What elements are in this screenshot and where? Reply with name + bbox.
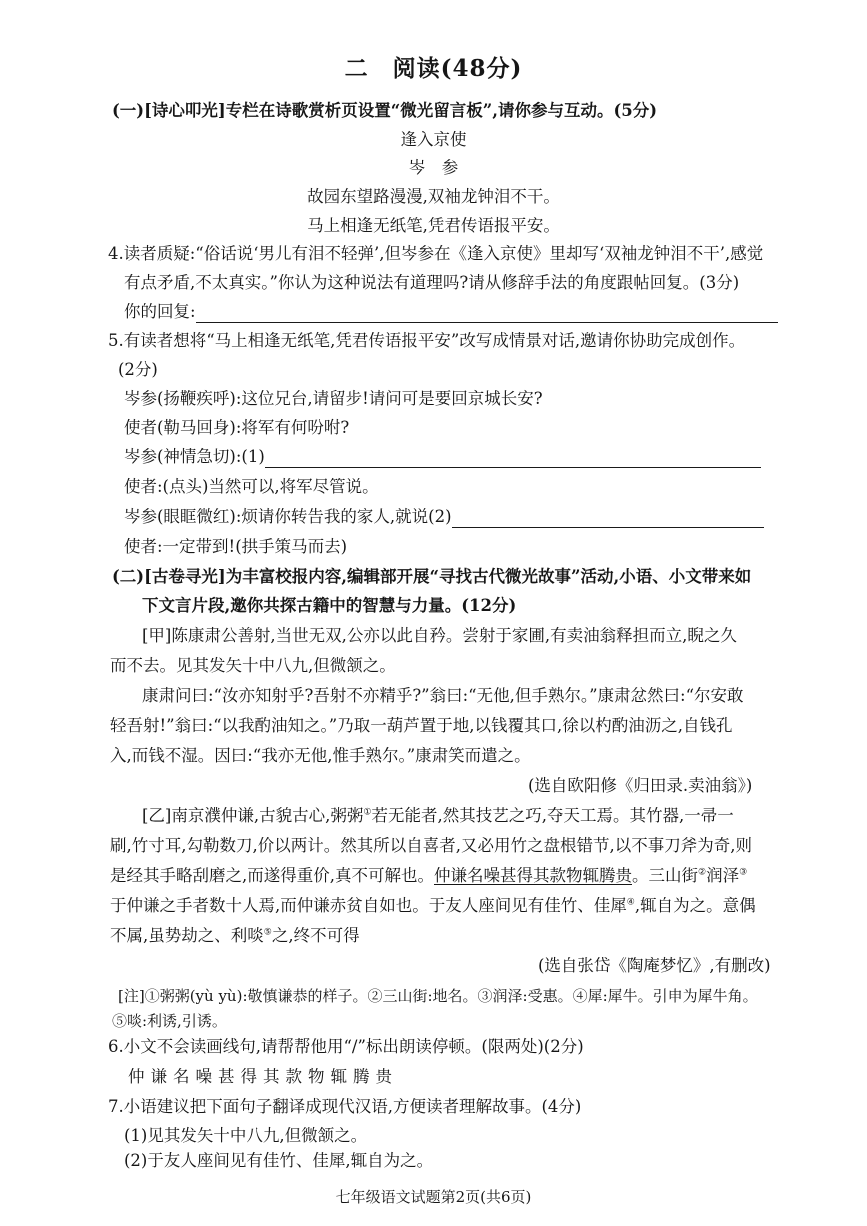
- underlined-sentence: 仲谦名噪甚得其款物辄腾贵: [434, 866, 632, 885]
- yi-line1-a: [乙]南京濮仲谦,古貌古心,粥粥: [142, 806, 364, 825]
- footnote-mark-5: ⑤: [263, 927, 272, 938]
- q4-reply-label: 你的回复:: [124, 302, 196, 321]
- q7-sentence-2: (2)于友人座间见有佳竹、佳犀,辄自为之。: [124, 1151, 434, 1170]
- yi-line4-a: 于仲谦之手者数十人焉,而仲谦赤贫自如也。于友人座间见有佳竹、佳犀: [110, 896, 627, 915]
- part1-intro: (一)[诗心叩光]专栏在诗歌赏析页设置“微光留言板”,请你参与互动。(5分): [112, 101, 658, 120]
- q4-line-2: 有点矛盾,不太真实。”你认为这种说法有道理吗?请从修辞手法的角度跟帖回复。(3分): [124, 273, 740, 292]
- poem-title: 逢入京使: [400, 130, 467, 149]
- page-footer: 七年级语文试题第2页(共6页): [335, 1188, 532, 1206]
- yi-line3-a: 是经其手略刮磨之,而遂得重价,真不可解也。: [110, 866, 434, 885]
- yi-line5-a: 不属,虽势劫之、利啖: [110, 926, 264, 945]
- yi-line3-b: 。三山街: [632, 866, 698, 885]
- footnote-mark-2: ②: [698, 867, 707, 878]
- yi-line2: 刷,竹寸耳,勾勒数刀,价以两计。然其所以自喜者,又必用竹之盘根错节,以不事刀斧为奇,则: [110, 836, 752, 855]
- dialogue-line-2: 使者(勒马回身):将军有何吩咐?: [124, 418, 350, 437]
- jia-source: (选自欧阳修《归田录.卖油翁》): [528, 776, 753, 795]
- yi-line3: [110, 865, 747, 887]
- q5-blank-2[interactable]: [452, 509, 764, 528]
- yi-line4: [110, 895, 756, 917]
- yi-line4-b: ,辄自为之。意偶: [634, 896, 756, 915]
- yi-line5-b: 之,终不可得: [271, 926, 360, 945]
- yi-line1-b: 若无能者,然其技艺之巧,夺天工焉。其竹器,一帚一: [371, 806, 734, 825]
- jia-para2-line3: 入,而钱不湿。因曰:“我亦无他,惟手熟尔。”康肃笑而遣之。: [110, 746, 531, 765]
- dialogue-line-3-text: 岑参(神情急切):(1): [124, 447, 265, 466]
- jia-para2-line1: 康肃问曰:“汝亦知射乎?吾射不亦精乎?”翁曰:“无他,但手熟尔。”康肃忿然曰:“尔安敢: [142, 686, 744, 705]
- yi-line1: [142, 805, 734, 827]
- poem-line-1: 故园东望路漫漫,双袖龙钟泪不干。: [307, 187, 560, 206]
- footnote-mark-1: ①: [363, 807, 372, 818]
- jia-para2-line2: 轻吾射!”翁曰:“以我酌油知之。”乃取一葫芦置于地,以钱覆其口,徐以杓酌油沥之,自钱孔: [110, 716, 733, 735]
- q4-line-1: 4.读者质疑:“俗话说‘男儿有泪不轻弹’,但岑参在《逢入京使》里却写‘双袖龙钟泪不干’,感觉: [108, 244, 764, 263]
- footnote-mark-4: ④: [626, 897, 635, 908]
- jia-para1-line1: [甲]陈康肃公善射,当世无双,公亦以此自矜。尝射于家圃,有卖油翁释担而立,睨之久: [142, 626, 737, 645]
- q7-sentence-1: (1)见其发矢十中八九,但微颔之。: [124, 1126, 368, 1145]
- jia-para1-line2: 而不去。见其发矢十中八九,但微颔之。: [110, 656, 396, 675]
- dialogue-line-1: 岑参(扬鞭疾呼):这位兄台,请留步!请问可是要回京城长安?: [124, 389, 543, 408]
- dialogue-line-4: 使者:(点头)当然可以,将军尽管说。: [124, 477, 379, 496]
- q5-blank-1[interactable]: [265, 449, 761, 468]
- yi-line3-c: 润泽: [706, 866, 740, 885]
- dialogue-line-5: [124, 506, 764, 528]
- dialogue-line-6: 使者:一定带到!(拱手策马而去): [124, 537, 348, 556]
- notes-line2: ⑤啖:利诱,引诱。: [112, 1012, 227, 1030]
- dialogue-line-3: [124, 446, 761, 468]
- dialogue-line-5-text: 岑参(眼眶微红):烦请你转告我的家人,就说(2): [124, 507, 452, 526]
- footnote-mark-3: ③: [739, 867, 748, 878]
- poem-author: 岑 参: [408, 158, 459, 177]
- q5-score: (2分): [118, 360, 158, 379]
- notes-line1: [注]①粥粥(yù yù):敬慎谦恭的样子。②三山街:地名。③润泽:受惠。④犀:犀牛。引申为犀牛角。: [118, 987, 758, 1005]
- poem-line-2: 马上相逢无纸笔,凭君传语报平安。: [307, 216, 560, 235]
- q4-answer-blank[interactable]: [196, 304, 778, 323]
- section-title: 二 阅读(48分): [344, 55, 523, 82]
- q7-line1: 7.小语建议把下面句子翻译成现代汉语,方便读者理解故事。(4分): [108, 1097, 582, 1116]
- yi-source: (选自张岱《陶庵梦忆》,有删改): [538, 956, 771, 975]
- yi-line5: [110, 925, 360, 947]
- part2-intro-1: (二)[古卷寻光]为丰富校报内容,编辑部开展“寻找古代微光故事”活动,小语、小文带来如: [112, 567, 752, 586]
- q6-sentence[interactable]: 仲谦名噪甚得其款物辄腾贵: [128, 1067, 398, 1086]
- q4-reply-row: [124, 301, 778, 323]
- q6-line1: 6.小文不会读画线句,请帮帮他用“/”标出朗读停顿。(限两处)(2分): [108, 1037, 584, 1056]
- q5-line-1: 5.有读者想将“马上相逢无纸笔,凭君传语报平安”改写成情景对话,邀请你协助完成创作。: [108, 331, 746, 350]
- part2-intro-2: 下文言片段,邀你共探古籍中的智慧与力量。(12分): [142, 596, 517, 615]
